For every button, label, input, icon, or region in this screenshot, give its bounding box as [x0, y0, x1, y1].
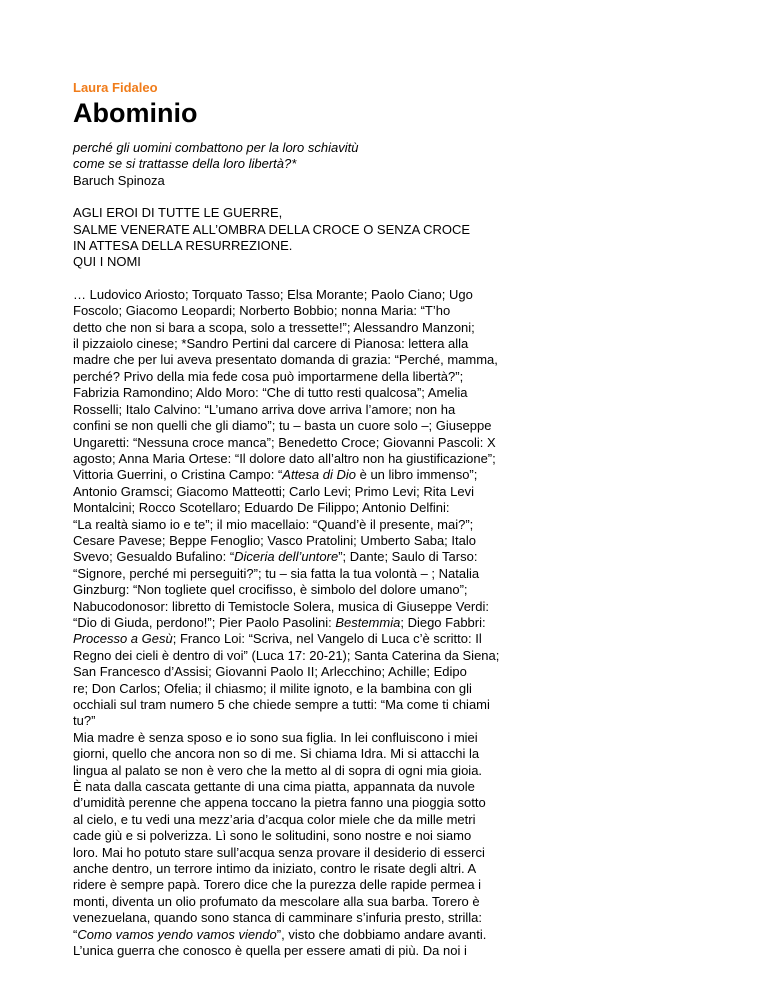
text-segment: monti, diventa un olio profumato da mescolare alla sua barba. Torero è	[73, 893, 480, 909]
body-line	[73, 763, 713, 779]
text-segment: madre che per lui aveva presentato domanda di grazia: “Perché, mamma,	[73, 352, 498, 368]
text-segment: “Signore, perché mi perseguiti?”; tu – sia fatta la tua volontà – ; Natalia	[73, 565, 480, 581]
italic-title: Processo a Gesù	[73, 631, 173, 647]
body-line	[73, 467, 713, 483]
text-segment: “Dio di Giuda, perdono!”; Pier Paolo Pasolini:	[73, 614, 336, 630]
text-segment: venezuelana, quando sono stanca di camminare s’infuria presto, strilla:	[73, 910, 483, 926]
body-line	[73, 599, 713, 615]
author-name: Laura Fidaleo	[73, 80, 158, 95]
body-line	[73, 435, 713, 451]
text-segment: ; Franco Loi: “Scriva, nel Vangelo di Luca c’è scritto: Il	[172, 631, 482, 647]
body-line	[73, 418, 713, 434]
body-line	[73, 303, 713, 319]
text-segment: San Francesco d’Assisi; Giovanni Paolo II; Arlecchino; Achille; Edipo	[73, 664, 467, 680]
text-segment: il pizzaiolo cinese; *Sandro Pertini dal carcere di Pianosa: lettera alla	[73, 336, 469, 352]
body-line	[73, 582, 713, 598]
text-segment: ; Diego Fabbri:	[400, 614, 486, 630]
text-segment: Nabucodonosor: libretto di Temistocle Solera, musica di Giuseppe Verdi:	[73, 598, 489, 614]
body-line	[73, 451, 713, 467]
text-segment: è un libro immenso”;	[355, 467, 478, 483]
text-segment: al cielo, e tu vedi una mezz’aria d’acqua color miele che da mille metri	[73, 811, 476, 827]
body-line	[73, 894, 713, 910]
text-segment: confini se non quelli che gli diamo”; tu – basta un cuore solo –; Giuseppe	[73, 418, 492, 434]
body-line	[73, 730, 713, 746]
text-segment: ridere è sempre papà. Torero dice che la purezza delle rapide permea i	[73, 877, 482, 893]
epigraph-source: Baruch Spinoza	[73, 172, 165, 188]
text-segment: Montalcini; Rocco Scotellaro; Eduardo De Filippo; Antonio Delfini:	[73, 500, 450, 516]
text-segment: perché? Privo della mia fede cosa può importarmene della libertà?”;	[73, 368, 464, 384]
body-line	[73, 287, 713, 303]
body-line	[73, 795, 713, 811]
text-segment: ”; Dante; Saulo di Tarso:	[338, 549, 478, 565]
body-line	[73, 369, 713, 385]
body-line	[73, 500, 713, 516]
epigraph-line: come se si trattasse della loro libertà?*	[73, 156, 297, 172]
body-text	[73, 287, 713, 960]
dedication	[73, 205, 713, 271]
text-segment: “	[73, 926, 78, 942]
dedication-line: AGLI EROI DI TUTTE LE GUERRE,	[73, 205, 283, 221]
body-line	[73, 927, 713, 943]
body-line	[73, 845, 713, 861]
body-line	[73, 385, 713, 401]
document-page	[73, 80, 713, 960]
body-line	[73, 812, 713, 828]
italic-title: Bestemmia	[335, 614, 401, 630]
text-segment: Fabrizia Ramondino; Aldo Moro: “Che di tutto resti qualcosa”; Amelia	[73, 385, 468, 401]
body-line	[73, 402, 713, 418]
text-segment: ”, visto che dobbiamo andare avanti.	[276, 926, 487, 942]
body-line	[73, 681, 713, 697]
body-line	[73, 910, 713, 926]
text-segment: Svevo; Gesualdo Bufalino: “	[73, 549, 235, 565]
text-segment: Rosselli; Italo Calvino: “L’umano arriva dove arriva l’amore; non ha	[73, 401, 456, 417]
body-line	[73, 648, 713, 664]
body-line	[73, 861, 713, 877]
text-segment: È nata dalla cascata gettante di una cima piatta, appannata da nuvole	[73, 779, 475, 795]
body-line	[73, 664, 713, 680]
body-line	[73, 713, 713, 729]
text-segment: re; Don Carlos; Ofelia; il chiasmo; il milite ignoto, e la bambina con gli	[73, 680, 472, 696]
text-segment: loro. Mai ho potuto stare sull’acqua senza provare il desiderio di esserci	[73, 844, 485, 860]
text-segment: detto che non si bara a scopa, solo a tressette!”; Alessandro Manzoni;	[73, 319, 475, 335]
text-segment: Ungaretti: “Nessuna croce manca”; Benedetto Croce; Giovanni Pascoli: X	[73, 434, 496, 450]
body-line	[73, 828, 713, 844]
body-line	[73, 484, 713, 500]
text-segment: Foscolo; Giacomo Leopardi; Norberto Bobbio; nonna Maria: “T’ho	[73, 303, 451, 319]
body-line	[73, 615, 713, 631]
body-line	[73, 943, 713, 959]
epigraph-line: perché gli uomini combattono per la loro schiavitù	[73, 140, 359, 155]
text-segment: cade giù e si polverizza. Lì sono le solitudini, sono nostre e noi siamo	[73, 828, 472, 844]
text-segment: Regno dei cieli è dentro di voi” (Luca 17: 20-21); Santa Caterina da Siena;	[73, 647, 500, 663]
text-segment: Cesare Pavese; Beppe Fenoglio; Vasco Pratolini; Umberto Saba; Italo	[73, 532, 476, 548]
italic-title: Diceria dell’untore	[234, 549, 339, 565]
text-segment: tu?”	[73, 713, 96, 729]
text-segment: Mia madre è senza sposo e io sono sua figlia. In lei confluiscono i miei	[73, 729, 478, 745]
text-segment: occhiali sul tram numero 5 che chiede sempre a tutti: “Ma come ti chiami	[73, 697, 490, 712]
epigraph	[73, 140, 713, 189]
body-line	[73, 517, 713, 533]
body-line	[73, 746, 713, 762]
italic-title: Attesa di Dio	[282, 467, 356, 483]
text-segment: … Ludovico Ariosto; Torquato Tasso; Elsa Morante; Paolo Ciano; Ugo	[73, 286, 473, 302]
body-line	[73, 352, 713, 368]
text-segment: Antonio Gramsci; Giacomo Matteotti; Carlo Levi; Primo Levi; Rita Levi	[73, 483, 474, 499]
text-segment: Ginzburg: “Non togliete quel crocifisso, è simbolo del dolore umano”;	[73, 582, 468, 598]
body-line	[73, 779, 713, 795]
text-segment: giorni, quello che ancora non so di me. Si chiama Idra. Mi si attacchi la	[73, 746, 480, 762]
text-segment: d’umidità perenne che appena toccano la pietra fanno una pioggia sotto	[73, 795, 486, 811]
body-line	[73, 631, 713, 647]
body-line	[73, 549, 713, 565]
text-segment: Vittoria Guerrini, o Cristina Campo: “	[73, 467, 283, 483]
italic-title: Como vamos yendo vamos viendo	[77, 926, 277, 942]
body-line	[73, 697, 713, 713]
body-line	[73, 533, 713, 549]
dedication-line: IN ATTESA DELLA RESURREZIONE.	[73, 238, 293, 254]
document-title: Abominio	[73, 98, 198, 128]
text-segment: L’unica guerra che conosco è quella per essere amati di più. Da noi i	[73, 943, 467, 959]
text-segment: agosto; Anna Maria Ortese: “Il dolore dato all’altro non ha giustificazione”;	[73, 450, 496, 466]
body-line	[73, 566, 713, 582]
text-segment: lingua al palato se non è vero che la metto al di sopra di ogni mia gioia.	[73, 762, 483, 778]
body-line	[73, 877, 713, 893]
dedication-line: SALME VENERATE ALL’OMBRA DELLA CROCE O SENZA CROCE	[73, 221, 471, 237]
body-line	[73, 336, 713, 352]
dedication-line: QUI I NOMI	[73, 254, 141, 270]
text-segment: anche dentro, un terrore intimo da iniziato, contro le risate degli altri. A	[73, 861, 477, 877]
text-segment: “La realtà siamo io e te”; il mio macellaio: “Quand’è il presente, mai?”;	[73, 516, 474, 532]
body-line	[73, 320, 713, 336]
